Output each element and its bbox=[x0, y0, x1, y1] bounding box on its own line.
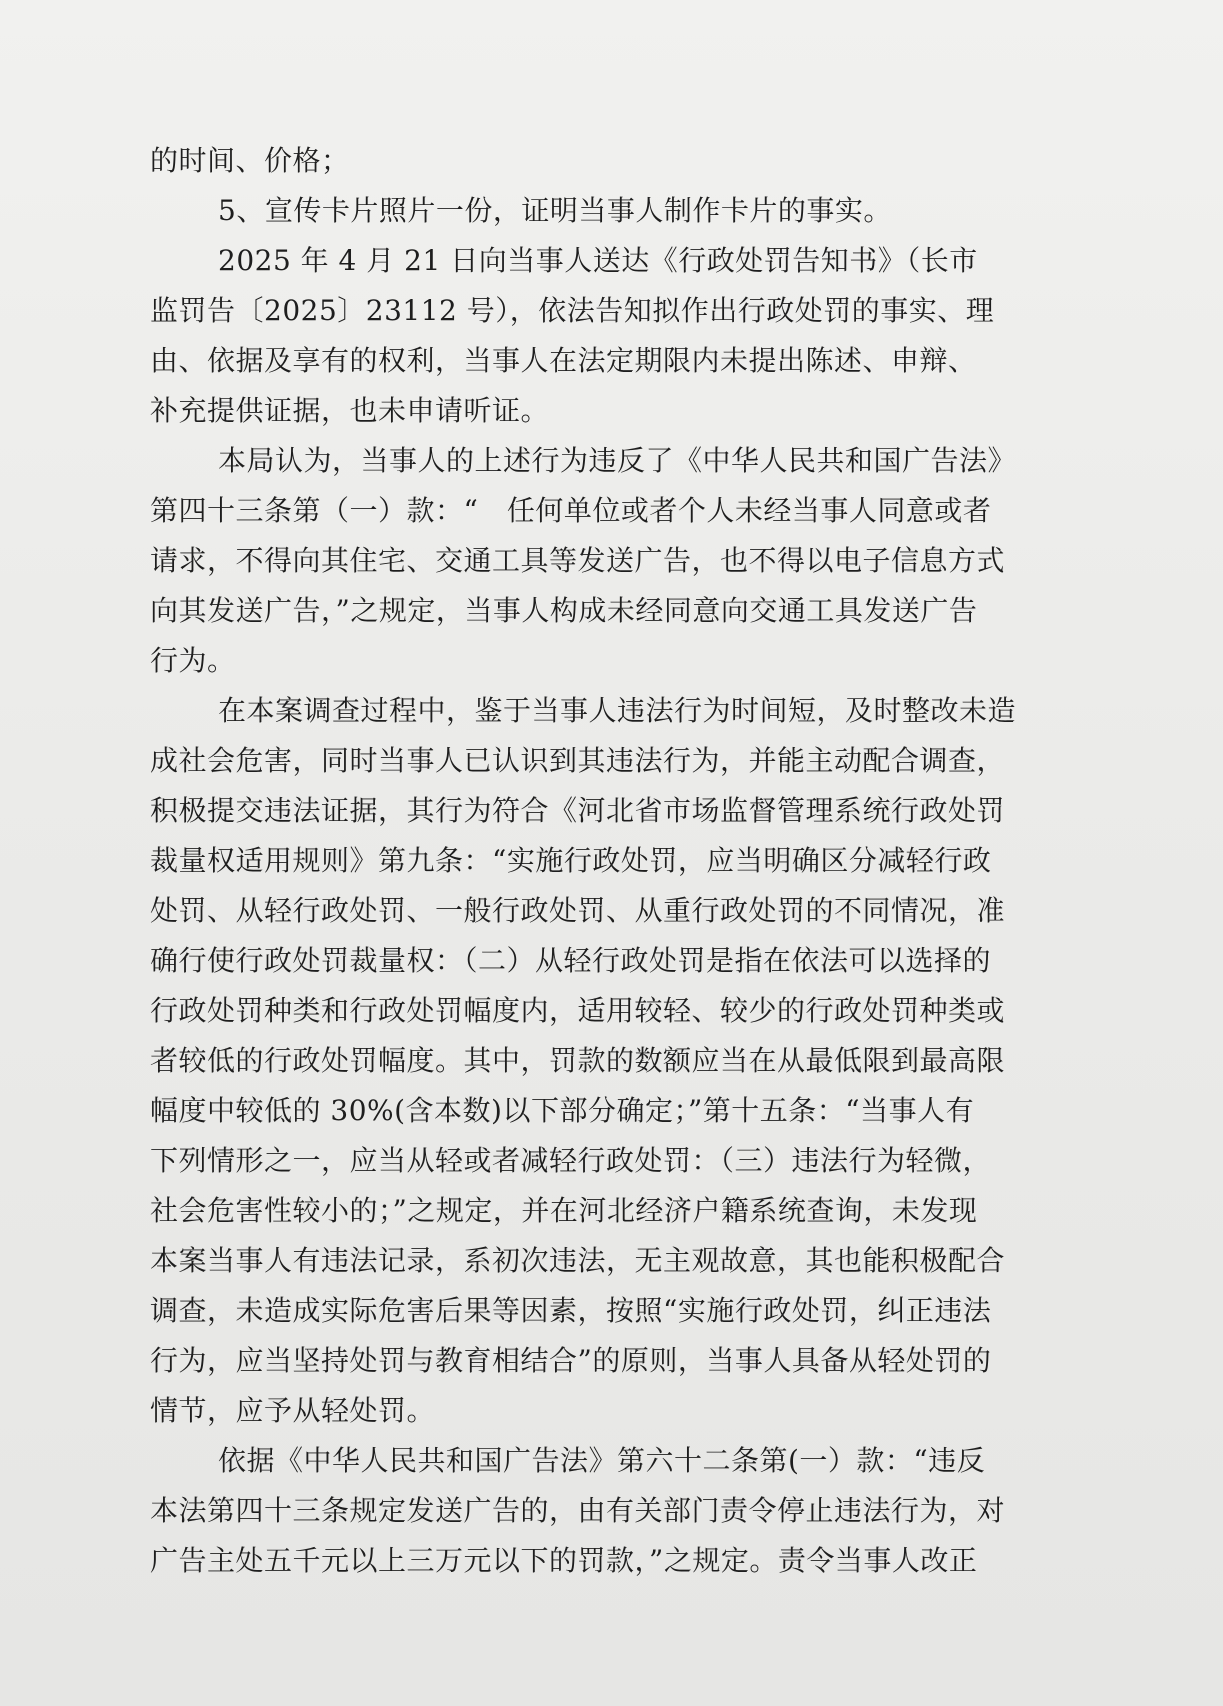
document-line: 向其发送广告，”之规定，当事人构成未经同意向交通工具发送广告 bbox=[150, 594, 978, 627]
document-line: 本局认为，当事人的上述行为违反了《中华人民共和国广告法》 bbox=[218, 444, 1017, 477]
document-line: 社会危害性较小的；”之规定，并在河北经济户籍系统查询，未发现 bbox=[150, 1194, 978, 1227]
document-line: 的时间、价格； bbox=[150, 144, 350, 177]
document-line: 补充提供证据，也未申请听证。 bbox=[150, 394, 550, 427]
document-line: 幅度中较低的 30%(含本数)以下部分确定；”第十五条：“当事人有 bbox=[150, 1094, 975, 1127]
document-line: 2025 年 4 月 21 日向当事人送达《行政处罚告知书》（长市 bbox=[218, 244, 978, 277]
document-line: 下列情形之一，应当从轻或者减轻行政处罚：（三）违法行为轻微， bbox=[150, 1144, 992, 1177]
document-line: 成社会危害，同时当事人已认识到其违法行为，并能主动配合调查， bbox=[150, 744, 1006, 777]
document-body bbox=[150, 136, 1100, 1586]
document-line: 裁量权适用规则》第九条：“实施行政处罚，应当明确区分减轻行政 bbox=[150, 844, 992, 877]
document-line: 依据《中华人民共和国广告法》第六十二条第(一）款：“违反 bbox=[218, 1444, 986, 1477]
document-line: 确行使行政处罚裁量权：（二）从轻行政处罚是指在依法可以选择的 bbox=[150, 944, 992, 977]
document-line: 在本案调查过程中，鉴于当事人违法行为时间短，及时整改未造 bbox=[218, 694, 1017, 727]
document-line: 情节，应予从轻处罚。 bbox=[150, 1394, 436, 1427]
document-line: 调查，未造成实际危害后果等因素，按照“实施行政处罚，纠正违法 bbox=[150, 1294, 992, 1327]
document-line: 5、宣传卡片照片一份，证明当事人制作卡片的事实。 bbox=[218, 194, 892, 227]
document-line: 行政处罚种类和行政处罚幅度内，适用较轻、较少的行政处罚种类或 bbox=[150, 994, 1006, 1027]
document-line: 广告主处五千元以上三万元以下的罚款，”之规定。责令当事人改正 bbox=[150, 1544, 978, 1577]
document-line: 监罚告〔2025〕23112 号），依法告知拟作出行政处罚的事实、理 bbox=[150, 294, 995, 327]
document-line: 者较低的行政处罚幅度。其中，罚款的数额应当在从最低限到最高限 bbox=[150, 1044, 1006, 1077]
document-line: 本法第四十三条规定发送广告的，由有关部门责令停止违法行为，对 bbox=[150, 1494, 1006, 1527]
document-line: 请求，不得向其住宅、交通工具等发送广告，也不得以电子信息方式 bbox=[150, 544, 1006, 577]
document-line: 行为，应当坚持处罚与教育相结合”的原则，当事人具备从轻处罚的 bbox=[150, 1344, 992, 1377]
document-line: 处罚、从轻行政处罚、一般行政处罚、从重行政处罚的不同情况，准 bbox=[150, 894, 1006, 927]
document-line: 由、依据及享有的权利，当事人在法定期限内未提出陈述、申辩、 bbox=[150, 344, 977, 377]
document-line: 行为。 bbox=[150, 644, 236, 677]
document-line: 积极提交违法证据，其行为符合《河北省市场监督管理系统行政处罚 bbox=[150, 794, 1006, 827]
document-line: 本案当事人有违法记录，系初次违法，无主观故意，其也能积极配合 bbox=[150, 1244, 1006, 1277]
document-line: 第四十三条第（一）款：“ 任何单位或者个人未经当事人同意或者 bbox=[150, 494, 992, 527]
